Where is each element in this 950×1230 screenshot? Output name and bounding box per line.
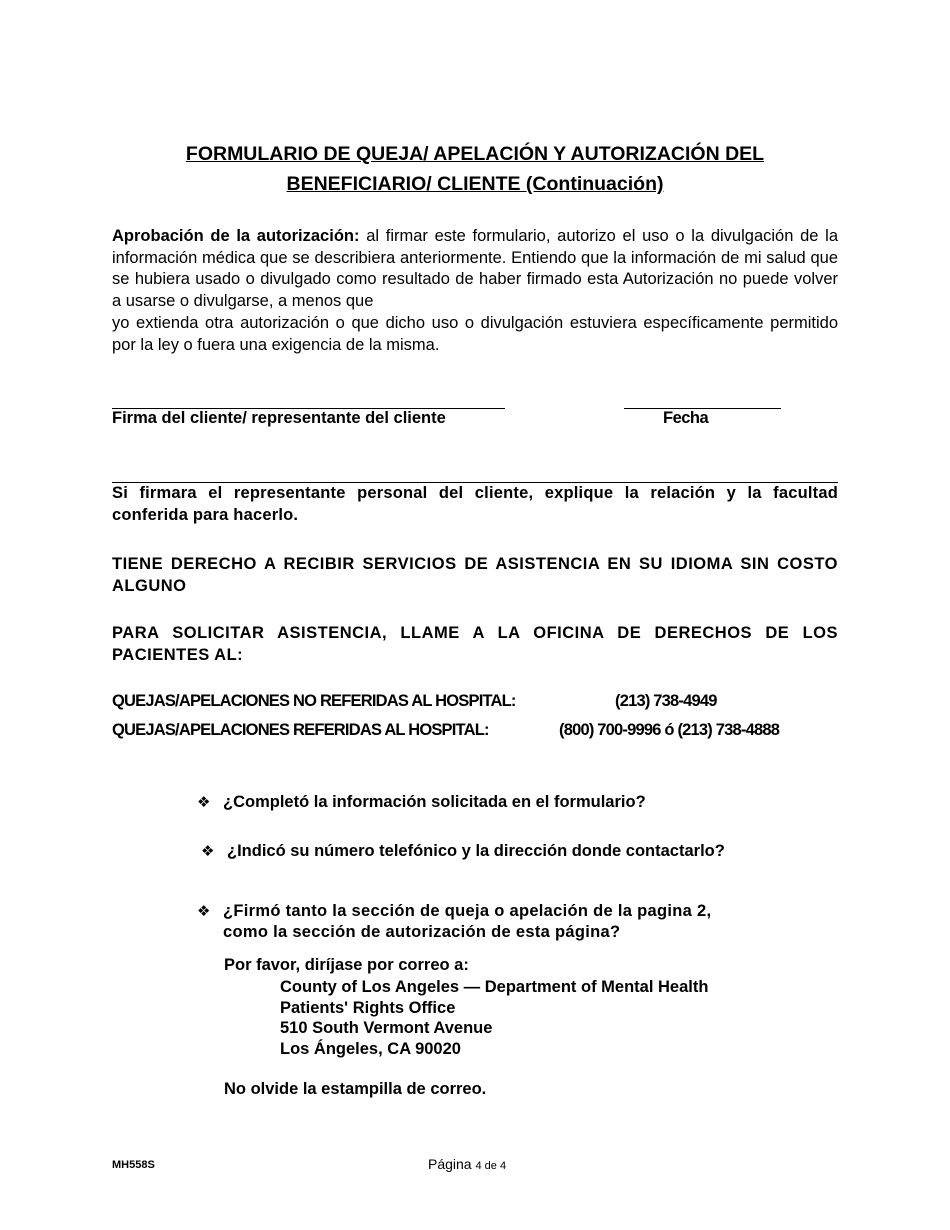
diamond-bullet-icon: ❖: [197, 903, 211, 920]
checklist-item-text: ¿Indicó su número telefónico y la dirección donde contactarlo?: [227, 842, 725, 860]
diamond-bullet-icon: ❖: [201, 843, 215, 860]
checklist-item: [197, 792, 646, 813]
authorization-paragraph-2: [112, 313, 838, 356]
form-code: MH558S: [112, 1159, 155, 1171]
authorization-paragraph: [112, 226, 838, 313]
address-line: Patients' Rights Office: [280, 998, 456, 1017]
checklist-item-continuation: como la sección de autorización de esta página?: [223, 923, 621, 941]
address-line: County of Los Angeles — Department of Mental Health: [280, 978, 709, 996]
mailing-address: [280, 977, 708, 1059]
authorization-text-1: al firmar este formulario, autorizo el uso o la divulgación de la información médica que se describiera anteriormente. Entiendo que la información de mi salud que se hubiera usado o divulgado como resultado de haber firmado esta Autorización no puede volver a usarse o divulgarse, a menos que: [112, 227, 838, 311]
address-line: 510 South Vermont Avenue: [280, 1019, 493, 1037]
title-line-2: BENEFICIARIO/ CLIENTE (Continuación): [286, 173, 664, 195]
date-label: Fecha: [663, 409, 709, 427]
authorization-lead: Aprobación de la autorización:: [112, 227, 360, 245]
representative-note: Si firmara el representante personal del cliente, explique la relación y la facultad conferida para hacerlo.: [112, 484, 838, 524]
checklist-item: [201, 841, 725, 862]
phone-number-non-hospital[interactable]: (213) 738-4949: [615, 692, 717, 710]
signature-label: Firma del cliente/ representante del cliente: [112, 409, 446, 427]
page-title: [112, 139, 838, 199]
page-number: [428, 1156, 506, 1172]
title-line-1: FORMULARIO DE QUEJA/ APELACIÓN Y AUTORIZACIÓN DEL: [185, 143, 765, 165]
phone-label-non-hospital: QUEJAS/APELACIONES NO REFERIDAS AL HOSPITAL:: [112, 692, 516, 710]
mail-intro: Por favor, diríjase por correo a:: [224, 956, 469, 974]
phone-label-hospital: QUEJAS/APELACIONES REFERIDAS AL HOSPITAL:: [112, 721, 489, 739]
authorization-text-2: yo extienda otra autorización o que dicho uso o divulgación estuviera específicamente permitido por la ley o fuera una exigencia de la misma.: [112, 314, 838, 354]
checklist-item: [197, 901, 711, 922]
phone-number-hospital[interactable]: (800) 700-9996 ó (213) 738-4888: [559, 721, 780, 739]
page-of: 4 de 4: [475, 1160, 507, 1172]
checklist-item-text: ¿Completó la información solicitada en el formulario?: [223, 793, 646, 811]
stamp-reminder: No olvide la estampilla de correo.: [224, 1080, 487, 1098]
assistance-notice: PARA SOLICITAR ASISTENCIA, LLAME A LA OFICINA DE DERECHOS DE LOS PACIENTES AL:: [112, 624, 838, 664]
address-line: Los Ángeles, CA 90020: [280, 1039, 461, 1058]
page-word: Página: [428, 1156, 472, 1172]
diamond-bullet-icon: ❖: [197, 794, 211, 811]
rights-notice: TIENE DERECHO A RECIBIR SERVICIOS DE ASISTENCIA EN SU IDIOMA SIN COSTO ALGUNO: [112, 555, 838, 595]
checklist-item-text: ¿Firmó tanto la sección de queja o apelación de la pagina 2,: [223, 902, 712, 920]
